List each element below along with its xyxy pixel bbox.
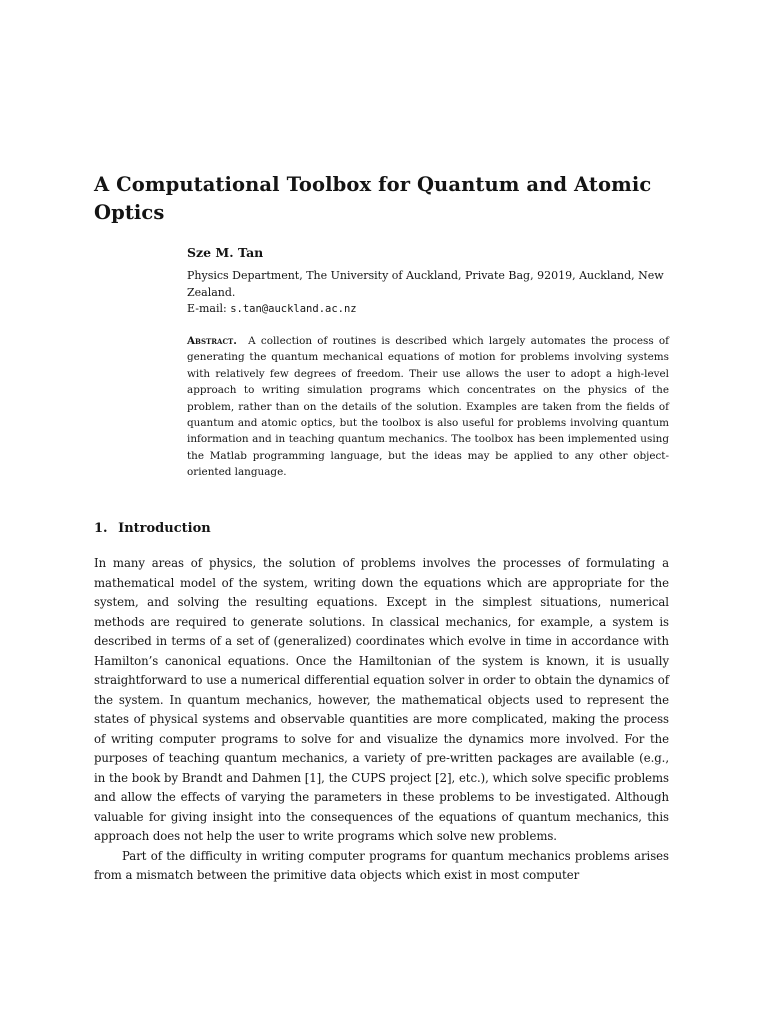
author-affiliation: Physics Department, The University of Auckland, Private Bag, 92019, Auckland, New Zealand. [187,269,664,299]
section-body [94,554,669,886]
section-title: Introduction [118,521,211,536]
section-heading [94,520,211,538]
abstract-label: Abstract. [187,335,237,347]
paper-title: A Computational Toolbox for Quantum and Atomic Optics [94,173,652,224]
email-label: E-mail: [187,302,227,315]
author-block [187,244,672,318]
body-paragraph: In many areas of physics, the solution of problems involves the processes of formulating a mathematical model of the system, writing down the equations which are appropriate for the system, and solving the resulting equations. Except in the simplest situations, numerical methods are required to generate solutions. In classical mechanics, for example, a system is described in terms of a set of (generalized) coordinates which evolve in time in accordance with Hamilton’s canonical equations. Once the Hamiltonian of the system is known, it is usually straightforward to use a numerical differential equation solver in order to obtain the dynamics of the system. In quantum mechanics, however, the mathematical objects used to represent the states of physical systems and observable quantities are more complicated, making the process of writing computer programs to solve for and visualize the dynamics more involved. For the purposes of teaching quantum mechanics, a variety of pre-written packages are available (e.g., in the book by Brandt and Dahmen [1], the CUPS project [2], etc.), which solve specific problems and allow the effects of varying the parameters in these problems to be investigated. Although valuable for giving insight into the consequences of the equations of quantum mechanics, this approach does not help the user to write programs which solve new problems. [94,556,669,843]
abstract [187,333,669,481]
section-number: 1. [94,521,108,536]
email-address: s.tan@auckland.ac.nz [230,303,357,315]
author-email-line [187,301,672,318]
author-name: Sze M. Tan [187,245,264,260]
abstract-text: A collection of routines is described which largely automates the process of generating the quantum mechanical equations of motion for problems involving systems with relatively few degrees of freedom. Their use allows the user to adopt a high-level approach to writing simulation programs which concentrates on the physics of the problem, rather than on the details of the solution. Examples are taken from the fields of quantum and atomic optics, but the toolbox is also useful for problems involving quantum information and in teaching quantum mechanics. The toolbox has been implemented using the Matlab programming language, but the ideas may be applied to any other object-oriented language. [187,335,669,479]
body-paragraph: Part of the difficulty in writing computer programs for quantum mechanics problems arises from a mismatch between the primitive data objects which exist in most computer [94,848,669,882]
